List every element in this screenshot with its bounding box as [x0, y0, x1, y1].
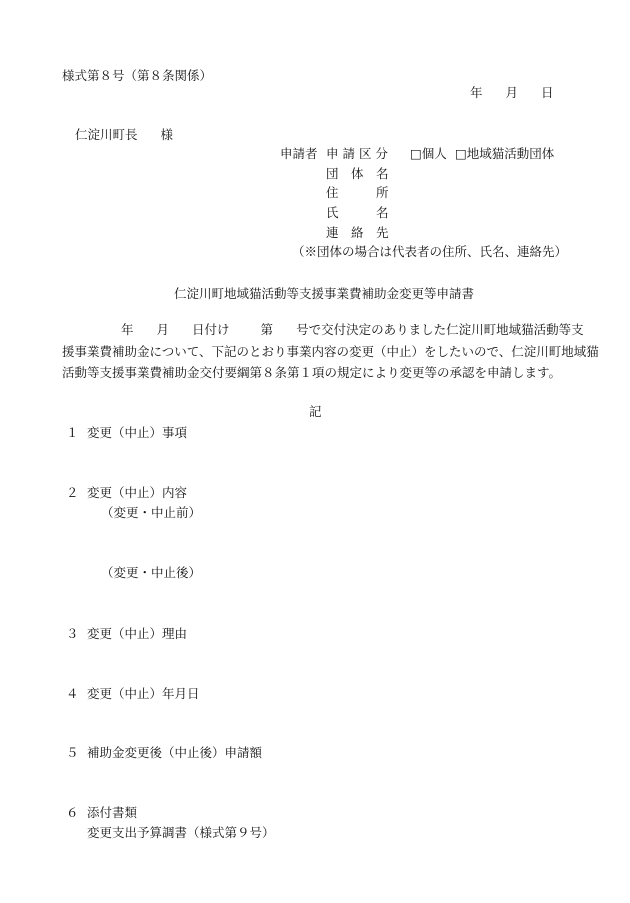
date-day: 日: [541, 85, 554, 100]
ki-heading: 記: [309, 404, 322, 419]
addressee: [75, 129, 173, 142]
item-3-number: ３: [66, 626, 79, 641]
item-6-sub: 変更支出予算調書（様式第９号）: [87, 825, 275, 840]
item-1-label: 変更（中止）事項: [87, 425, 188, 440]
body-line-1: 年 月 日付け 第 号で交付決定のありました仁淀川町地域猫活動等支: [121, 322, 584, 337]
item-2-number: ２: [66, 485, 79, 500]
item-4-label: 変更（中止）年月日: [87, 686, 200, 701]
body-line-2: 援事業費補助金について、下記のとおり事業内容の変更（中止）をしたいので、仁淀川町地域猫: [62, 344, 599, 359]
addressee-name: 仁淀川町長: [75, 127, 138, 142]
item-4-number: ４: [66, 686, 79, 701]
document-title: 仁淀川町地域猫活動等支援事業費補助金変更等申請書: [174, 286, 475, 301]
applicant-note: （※団体の場合は代表者の住所、氏名、連絡先）: [292, 244, 568, 259]
item-6-number: ６: [66, 805, 79, 820]
addressee-honorific: 様: [160, 127, 174, 142]
item-5-label: 補助金変更後（中止後）申請額: [87, 745, 263, 760]
name-label: 氏 名: [326, 205, 389, 220]
item-2-sub-before: （変更・中止前）: [101, 505, 202, 520]
date-line: [470, 87, 554, 100]
item-6-label: 添付書類: [87, 805, 138, 820]
group-name-label: 団 体 名: [326, 166, 389, 181]
item-5-number: ５: [66, 745, 79, 760]
body-line-3: 活動等支援事業費補助金交付要綱第８条第１項の規定により変更等の承認を申請します。: [62, 365, 562, 380]
address-label: 住 所: [326, 185, 389, 200]
option-group: □地域猫活動団体: [455, 146, 555, 161]
applicant-label: 申請者: [280, 146, 318, 161]
option-individual: □個人: [410, 146, 447, 161]
form-number: 様式第８号（第８条関係）: [62, 68, 213, 83]
category-label: 申 請 区 分: [326, 146, 388, 161]
item-3-label: 変更（中止）理由: [87, 626, 188, 641]
date-year: 年: [470, 85, 483, 100]
contact-label: 連 絡 先: [326, 225, 389, 240]
item-1-number: １: [66, 425, 79, 440]
item-2-label: 変更（中止）内容: [87, 485, 188, 500]
date-month: 月: [505, 85, 519, 100]
item-2-sub-after: （変更・中止後）: [101, 565, 202, 580]
